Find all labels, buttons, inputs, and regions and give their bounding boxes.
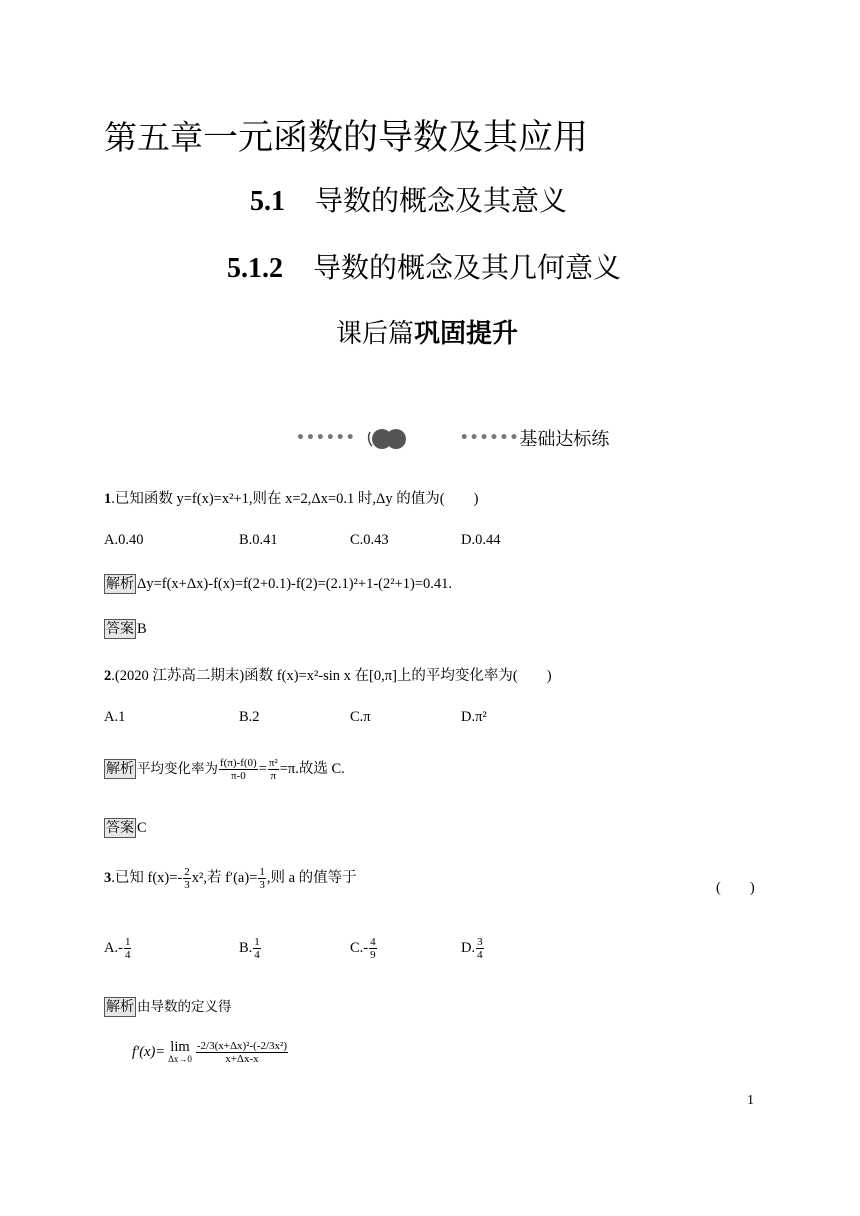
numerator: 1	[254, 936, 260, 948]
dots-left: ••••••	[296, 430, 356, 446]
circles-icon	[364, 424, 410, 452]
denominator: 3	[184, 879, 190, 892]
formula-denominator: x+Δx-x	[225, 1053, 259, 1065]
option-label: D.	[461, 939, 476, 956]
question-2	[104, 664, 552, 685]
question-1	[104, 487, 478, 508]
fraction	[124, 936, 132, 961]
denominator: 4	[477, 949, 483, 961]
analysis-text: 由导数的定义得	[137, 999, 232, 1015]
option-label: C.-	[350, 939, 369, 956]
option-a	[104, 936, 132, 961]
question-text: .已知 f(x)=-	[111, 870, 183, 886]
answer-text: B	[137, 621, 147, 637]
option-a: A.0.40	[104, 532, 144, 548]
numerator: f(π)-f(0)	[220, 757, 257, 770]
denominator: 3	[259, 879, 265, 892]
question-number: 3	[104, 870, 112, 886]
option-a: A.1	[104, 709, 126, 725]
subsection-title: 导数的概念及其几何意义	[313, 251, 622, 284]
level-divider	[296, 424, 609, 452]
answer-tag: 答案	[106, 621, 134, 637]
subsection-heading	[227, 246, 621, 286]
fraction	[219, 757, 258, 782]
option-b: B.0.41	[239, 532, 278, 548]
numerator: 4	[370, 936, 376, 948]
option-c: C.0.43	[350, 532, 389, 548]
practice-title-bold: 巩固提升	[414, 319, 519, 349]
question-number: 1	[104, 491, 112, 507]
option-d: D.0.44	[461, 532, 501, 548]
question-text: x²,若 f′(a)=	[191, 870, 258, 886]
section-heading	[250, 179, 567, 219]
answer-text: C	[137, 820, 147, 836]
formula-numerator: -2/3(x+Δx)²-(-2/3x²)	[196, 1040, 288, 1052]
answer-tag: 答案	[106, 820, 134, 836]
limit	[168, 1038, 192, 1065]
fraction	[253, 936, 261, 961]
numerator: π²	[268, 757, 278, 770]
practice-title-normal: 课后篇	[336, 319, 415, 349]
question-number: 2	[104, 668, 112, 684]
numerator: 3	[477, 936, 483, 948]
subsection-number: 5.1.2	[227, 253, 283, 284]
denominator: π-0	[230, 770, 246, 783]
level-label: 基础达标练	[519, 429, 610, 450]
option-b: B.2	[239, 709, 260, 725]
option-d	[461, 936, 485, 961]
question-3	[104, 866, 357, 891]
answer-1	[104, 619, 147, 639]
denominator: 4	[254, 949, 260, 961]
answer-paren: ( )	[716, 880, 755, 896]
denominator: 9	[370, 949, 376, 961]
numerator: 1	[259, 866, 265, 879]
option-d: D.π²	[461, 709, 487, 725]
analysis-3	[104, 995, 232, 1017]
option-label: B.	[239, 939, 253, 956]
analysis-text-post: =π.故选 C.	[279, 761, 345, 777]
numerator: 1	[124, 936, 131, 948]
analysis-text: Δy=f(x+Δx)-f(x)=f(2+0.1)-f(2)=(2.1)²+1-(2²+1)=0.41.	[137, 576, 453, 592]
analysis-1	[104, 574, 452, 594]
equals-sign: =	[258, 761, 267, 777]
option-c: C.π	[350, 709, 371, 725]
option-label: A.-	[104, 939, 123, 956]
fraction	[258, 866, 266, 891]
question-text: ,则 a 的值等于	[266, 870, 357, 886]
question-text: .(2020 江苏高二期末)函数 f(x)=x²-sin x 在[0,π]上的平均变化率为( )	[111, 668, 552, 684]
answer-2	[104, 818, 147, 838]
analysis-2	[104, 757, 345, 782]
dots-right: ••••••	[459, 430, 520, 446]
fraction	[369, 936, 377, 961]
analysis-tag: 解析	[106, 761, 134, 777]
analysis-tag: 解析	[106, 576, 134, 592]
section-title: 导数的概念及其意义	[315, 184, 568, 217]
page-number: 1	[747, 1093, 754, 1108]
chapter-title: 一元函数的导数及其应用	[203, 118, 589, 158]
fraction	[183, 866, 191, 891]
numerator: 2	[184, 866, 190, 879]
formula-lhs: f′(x)=	[132, 1044, 166, 1060]
fraction	[476, 936, 484, 961]
fraction	[268, 757, 279, 782]
analysis-tag: 解析	[106, 999, 134, 1015]
chapter-heading	[104, 110, 588, 160]
option-b	[239, 936, 262, 961]
section-number: 5.1	[250, 186, 285, 217]
denominator: 4	[124, 949, 131, 961]
chapter-prefix: 第五章	[104, 118, 203, 157]
denominator: π	[270, 770, 277, 783]
derivative-formula	[132, 1040, 289, 1065]
option-c	[350, 936, 378, 961]
limit-label: lim	[170, 1038, 190, 1055]
analysis-text-pre: 平均变化率为	[137, 761, 218, 777]
limit-subscript: Δx→0	[168, 1053, 192, 1064]
question-text: .已知函数 y=f(x)=x²+1,则在 x=2,Δx=0.1 时,Δy 的值为( )	[111, 491, 479, 507]
practice-heading	[336, 313, 518, 350]
formula-fraction	[196, 1040, 288, 1065]
